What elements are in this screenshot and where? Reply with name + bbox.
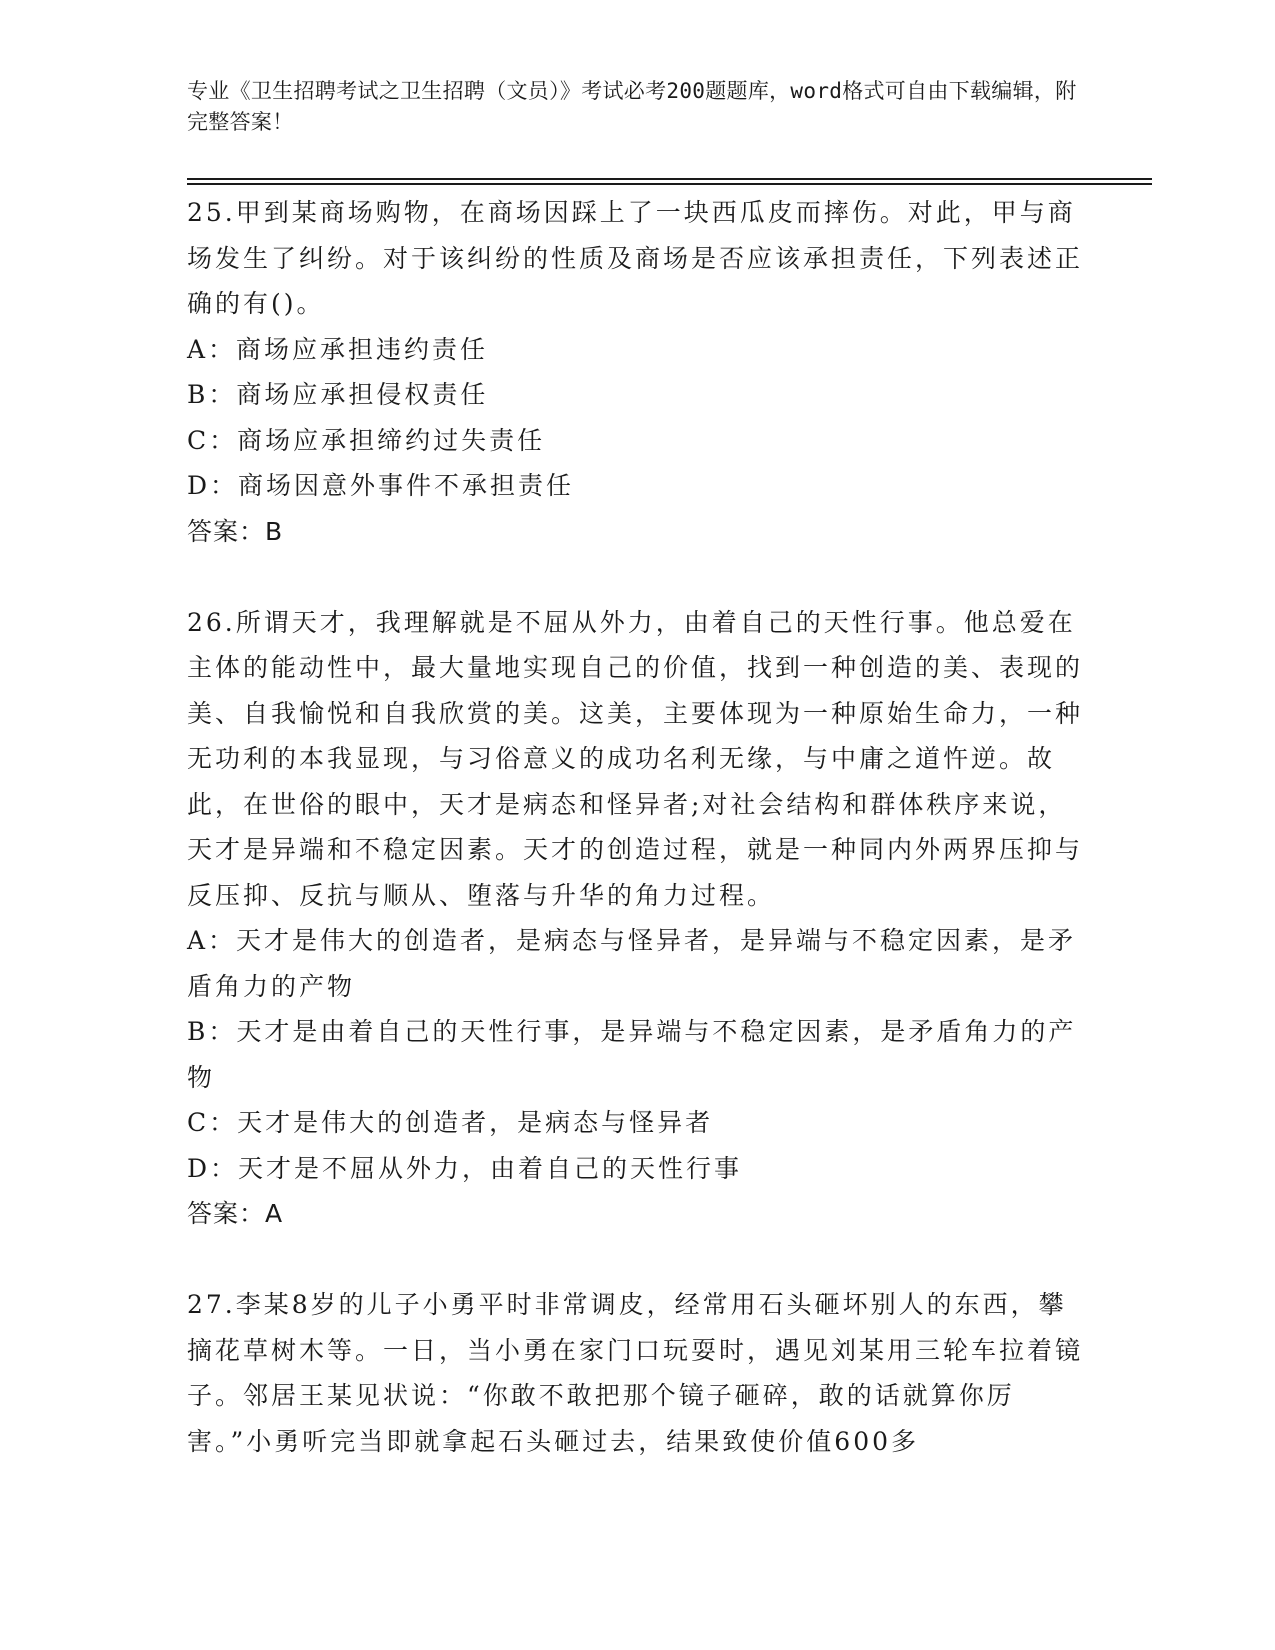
header-divider-bottom [187,183,1152,185]
question-stem: 27.李某8岁的儿子小勇平时非常调皮，经常用石头砸坏别人的东西，攀摘花草树木等。一日，当小勇在家门口玩耍时，遇见刘某用三轮车拉着镜子。邻居王某见状说：“你敢不敢把那个镜子砸碎，敢的话就算你厉害。”小勇听完当即就拿起石头砸过去，结果致使价值600多 [187,1290,1084,1456]
question-spacer [187,1237,1087,1283]
option-d: D：商场因意外事件不承担责任 [187,471,575,500]
answer-label: 答案：A [187,1199,284,1228]
option-a: A：商场应承担违约责任 [187,334,489,364]
question-stem: 26.所谓天才，我理解就是不屈从外力，由着自己的天性行事。他总爱在主体的能动性中，最大量地实现自己的价值，找到一种创造的美、表现的美、自我愉悦和自我欣赏的美。这美，主要体现为一种原始生命力，一种无功利的本我显现，与习俗意义的成功名利无缘，与中庸之道忤逆。故此，在世俗的眼中，天才是病态和怪异者;对社会结构和群体秩序来说，天才是异端和不稳定因素。天才的创造过程，就是一种同内外两界压抑与反压抑、反抗与顺从、堕落与升华的角力过程。 [187,607,1084,910]
option-d: D：天才是不屈从外力，由着自己的天性行事 [187,1153,743,1183]
question-27 [187,1282,1087,1464]
question-spacer [187,554,1087,600]
document-header: 专业《卫生招聘考试之卫生招聘（文员）》考试必考200题题库，word格式可自由下载编辑，附完整答案！ [187,79,1077,134]
question-list [187,190,1087,1464]
option-b: B：商场应承担侵权责任 [187,380,489,409]
header-divider-top [187,178,1152,180]
question-26 [187,600,1087,1237]
option-c: C：天才是伟大的创造者，是病态与怪异者 [187,1108,714,1137]
question-25 [187,190,1087,554]
option-a: A：天才是伟大的创造者，是病态与怪异者，是异端与不稳定因素，是矛盾角力的产物 [187,926,1077,1001]
option-c: C：商场应承担缔约过失责任 [187,425,546,455]
option-b: B：天才是由着自己的天性行事，是异端与不稳定因素，是矛盾角力的产物 [187,1017,1077,1092]
answer-label: 答案：B [187,516,284,546]
question-stem: 25.甲到某商场购物，在商场因踩上了一块西瓜皮而摔伤。对此，甲与商场发生了纠纷。对于该纠纷的性质及商场是否应该承担责任，下列表述正确的有()。 [187,198,1084,318]
